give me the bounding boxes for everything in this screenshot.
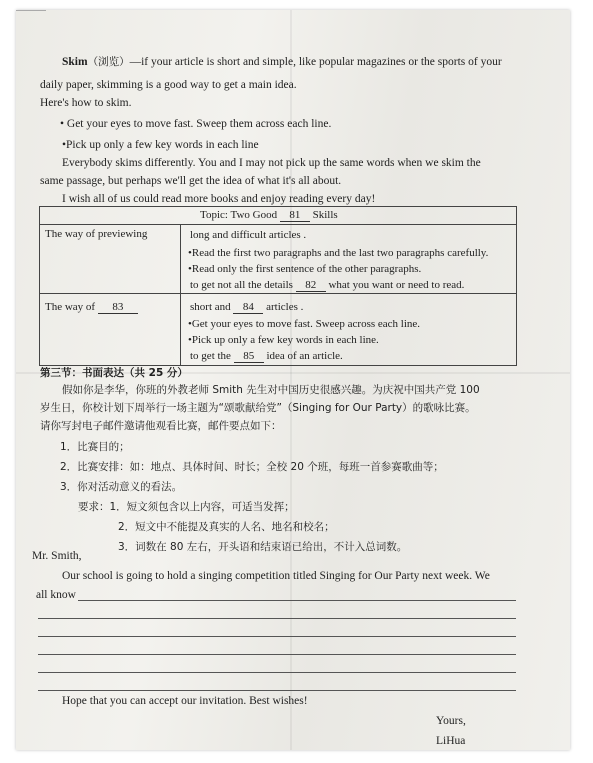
skills-table [39, 206, 517, 366]
row1-label: The way of previewing [45, 228, 148, 240]
writing-line[interactable] [38, 654, 516, 655]
writing-line[interactable] [38, 672, 516, 673]
row1-line4-prefix: to get not all the details [190, 279, 293, 291]
skim-heading [62, 55, 502, 69]
skim-title-zh: （浏览） [87, 56, 130, 68]
writing-line[interactable] [38, 690, 516, 691]
letter-signature: LiHua [436, 735, 466, 747]
column-divider [180, 224, 181, 365]
skim-intro-3: Here's how to skim. [40, 97, 132, 109]
topic-prefix: Topic: Two Good [200, 209, 278, 221]
row2-line4 [190, 350, 343, 363]
writing-line[interactable] [38, 618, 516, 619]
requirement-2: 2．短文中不能提及真实的人名、地名和校名； [118, 521, 335, 533]
skim-bullet-2: •Pick up only a few key words in each line [62, 139, 259, 151]
row-divider [40, 293, 516, 294]
skim-intro-1: —if your article is short and simple, like popular magazines or the sports of your [129, 56, 502, 68]
blank-82: 82 [296, 279, 326, 292]
row2-line4-suffix: idea of an article. [266, 350, 343, 362]
requirement-1: 要求：1．短文须包含以上内容，可适当发挥； [78, 501, 295, 513]
requirement-3: 3．词数在 80 左右，开头语和结束语已给出，不计入总词数。 [118, 541, 408, 553]
skim-paragraph-1: Everybody skims differently. You and I may not pick up the same words when we skim the [62, 157, 481, 169]
topic-suffix: Skills [312, 209, 338, 221]
row2-line1-suffix: articles . [266, 301, 304, 313]
letter-salutation: Mr. Smith, [32, 550, 82, 562]
row2-line3: •Pick up only a few key words in each line. [188, 334, 379, 346]
table-topic [200, 209, 338, 222]
letter-opening-1: Our school is going to hold a singing competition titled Singing for Our Party next week. We [62, 570, 490, 582]
letter-signoff: Yours, [436, 715, 466, 727]
row1-line2: •Read the first two paragraphs and the last two paragraphs carefully. [188, 247, 489, 259]
skim-bullet-1: • Get your eyes to move fast. Sweep them across each line. [60, 118, 332, 130]
exam-paper [16, 10, 570, 750]
point-1: 1．比赛目的； [60, 441, 130, 453]
letter-opening-2: all know [36, 589, 76, 601]
row1-line4 [190, 279, 464, 292]
skim-paragraph-2: same passage, but perhaps we'll get the idea of what it's all about. [40, 175, 342, 187]
prompt-line-2: 岁生日，你校计划下周举行一场主题为“颂歌献给党”（Singing for Our Party）的歌咏比赛。 [40, 402, 476, 414]
blank-85: 85 [234, 350, 264, 363]
row2-line1-prefix: short and [190, 301, 231, 313]
prompt-line-3: 请你写封电子邮件邀请他观看比赛，邮件要点如下： [40, 420, 282, 432]
writing-line[interactable] [78, 600, 516, 601]
row2-line4-prefix: to get the [190, 350, 231, 362]
row2-label [45, 301, 138, 314]
blank-81: 81 [280, 209, 310, 222]
blank-84: 84 [233, 301, 263, 314]
skim-title: Skim [62, 56, 88, 68]
row2-line1 [190, 301, 303, 314]
skim-closing: I wish all of us could read more books and enjoy reading every day! [62, 193, 376, 205]
row1-line3: •Read only the first sentence of the other paragraphs. [188, 263, 422, 275]
prompt-line-1: 假如你是李华，你班的外教老师 Smith 先生对中国历史很感兴趣。为庆祝中国共产党 100 [62, 384, 480, 396]
letter-closing-line: Hope that you can accept our invitation. Best wishes! [62, 695, 308, 707]
blank-83: 83 [98, 301, 138, 314]
skim-intro-2: daily paper, skimming is a good way to get a main idea. [40, 79, 297, 91]
writing-line[interactable] [38, 636, 516, 637]
point-3: 3．你对活动意义的看法。 [60, 481, 183, 493]
row1-line1: long and difficult articles . [190, 229, 307, 241]
table-header [40, 207, 516, 225]
section-title: 第三节：书面表达（共 25 分） [40, 367, 188, 379]
row1-line4-suffix: what you want or need to read. [328, 279, 465, 291]
row2-line2: •Get your eyes to move fast. Sweep across each line. [188, 318, 421, 330]
corner-mark [16, 10, 46, 14]
row2-label-prefix: The way of [45, 301, 96, 313]
point-2: 2．比赛安排：如：地点、具体时间、时长；全校 20 个班，每班一首参赛歌曲等； [60, 461, 444, 473]
